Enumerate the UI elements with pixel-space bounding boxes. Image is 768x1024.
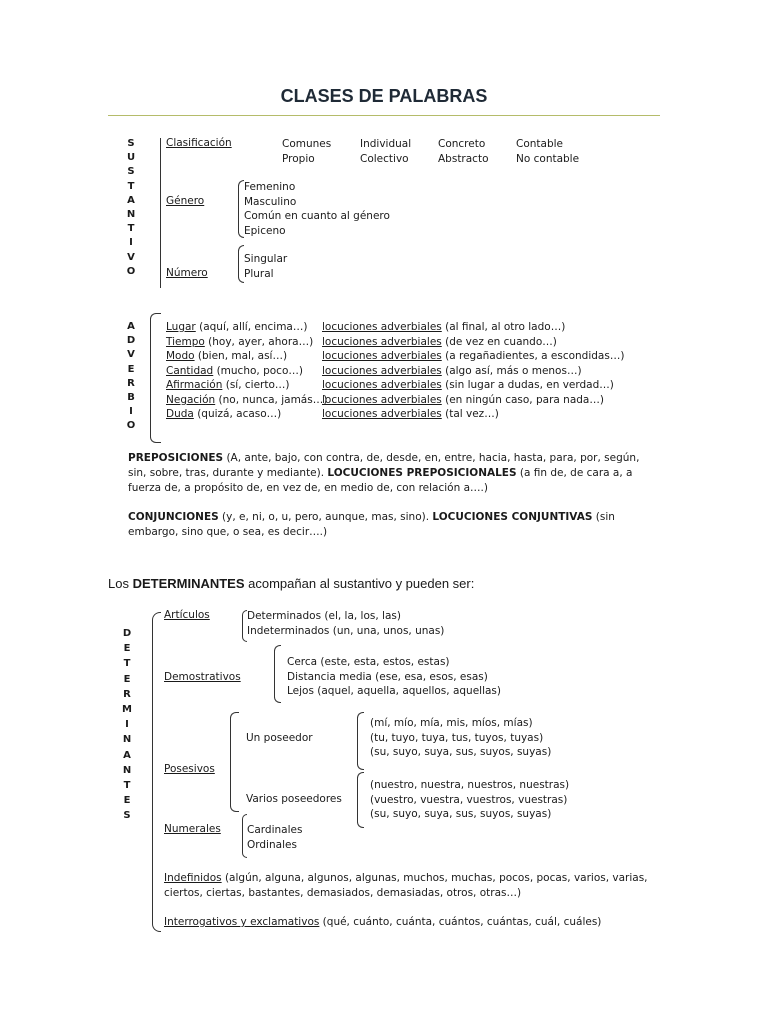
varios-poseedores-list: (nuestro, nuestra, nuestros, nuestras) (vuestro, vuestra, vuestros, vuestras) (su, suyo, suya, sus, suyos, suyas): [370, 779, 570, 820]
numerales-list: Cardinales Ordinales: [247, 824, 303, 851]
posesivos-brace: [230, 712, 239, 812]
demostrativos-label: Demostrativos: [164, 671, 241, 683]
title-divider: [108, 115, 660, 116]
un-poseedor-list: (mí, mío, mía, mis, míos, mías) (tu, tuyo, tuya, tus, tuyos, tuyas) (su, suyo, suya, sus, suyos, suyas): [370, 717, 552, 758]
clasificacion-col-2: Individual Colectivo: [360, 138, 412, 165]
page-title: CLASES DE PALABRAS: [280, 86, 488, 106]
un-poseedor-brace: [357, 712, 364, 770]
clasificacion-col-4: Contable No contable: [516, 138, 580, 165]
adverbio-vertical-label: A D V E R B I O: [126, 321, 136, 432]
adverbio-locuciones: locuciones adverbiales (al final, al otro lado…) locuciones adverbiales (de vez en cuando…) locuciones adverbiales (a regañadientes, a escondidas…) locuciones adverbiales (algo así, más o menos…) locuciones adverbiales (sin lugar a dudas, en verdad…) locuciones adverbiales (en ningún caso, para nada…) locuciones adverbiales (tal vez…): [322, 321, 625, 420]
conjunciones-paragraph: CONJUNCIONES (y, e, ni, o, u, pero, aunque, mas, sino). LOCUCIONES CONJUNTIVAS (sin embargo, sino que, o sea, es decir….): [128, 511, 615, 538]
genero-label: Género: [166, 195, 205, 207]
un-poseedor-label: Un poseedor: [246, 732, 313, 744]
posesivos-label: Posesivos: [164, 763, 215, 775]
indefinidos-paragraph: Indefinidos (algún, alguna, algunos, algunas, muchos, muchas, pocos, pocas, varios, varias, ciertos, ciertas, bastantes, demasiados, demasiadas, otros, otras…): [164, 872, 648, 899]
numero-list: Singular Plural: [244, 253, 288, 280]
demostrativos-list: Cerca (este, esta, estos, estas) Distancia media (ese, esa, esos, esas) Lejos (aquel, aquella, aquellos, aquellas): [287, 656, 502, 697]
varios-poseedores-brace: [357, 772, 364, 828]
adverbio-types: Lugar (aquí, allí, encima…) Tiempo (hoy, ayer, ahora…) Modo (bien, mal, así…) Cantidad (mucho, poco…) Afirmación (sí, cierto…) Negación (no, nunca, jamás…) Duda (quizá, acaso…): [166, 321, 328, 420]
determinantes-brace: [152, 612, 161, 932]
determinantes-vertical-label: D E T E R M I N A N T E S: [122, 628, 132, 822]
articulos-list: Determinados (el, la, los, las) Indeterminados (un, una, unos, unas): [247, 610, 445, 637]
clasificacion-col-3: Concreto Abstracto: [438, 138, 489, 165]
determinantes-intro: Los DETERMINANTES acompañan al sustantivo y pueden ser:: [108, 576, 475, 591]
varios-poseedores-label: Varios poseedores: [246, 793, 342, 805]
numero-label: Número: [166, 267, 208, 279]
sustantivo-vertical-label: S U S T A N T I V O: [126, 138, 136, 277]
clasificacion-col-1: Comunes Propio: [282, 138, 332, 165]
adverbio-brace: [150, 313, 161, 443]
genero-list: Femenino Masculino Común en cuanto al género Epiceno: [244, 181, 390, 237]
interrogativos-line: Interrogativos y exclamativos (qué, cuánto, cuánta, cuántos, cuántas, cuál, cuáles): [164, 916, 602, 928]
numerales-label: Numerales: [164, 823, 221, 835]
clasificacion-label: Clasificación: [166, 137, 232, 149]
demostrativos-brace: [274, 645, 281, 703]
articulos-label: Artículos: [164, 609, 210, 621]
sustantivo-brace: [160, 138, 161, 288]
preposiciones-paragraph: PREPOSICIONES (A, ante, bajo, con contra, de, desde, en, entre, hacia, hasta, para, por, según, sin, sobre, tras, durante y mediante). LOCUCIONES PREPOSICIONALES (a fin de, de cara a, a fuerza de, a propósito de, en vez de, en medio de, con relación a….): [128, 452, 640, 494]
